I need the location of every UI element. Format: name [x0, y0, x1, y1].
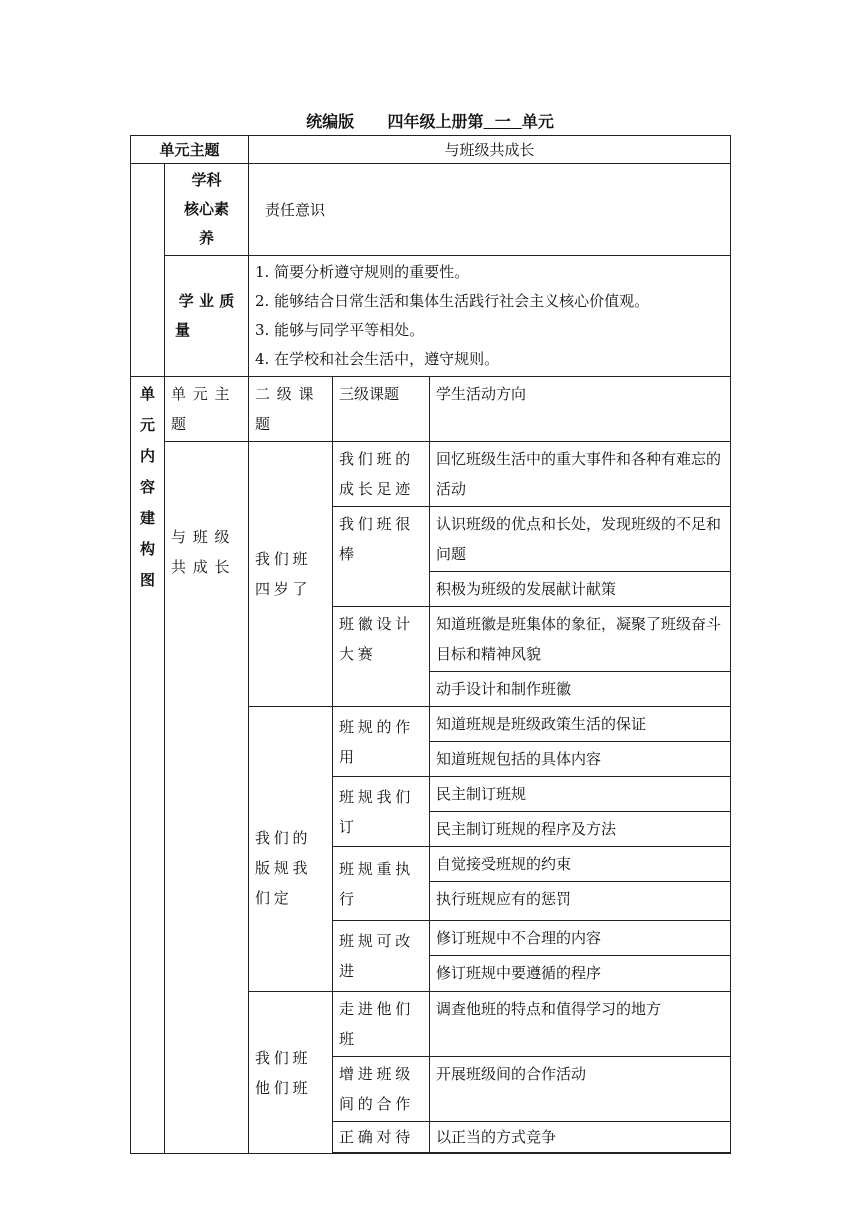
activity: 回忆班级生活中的重大事件和各种有难忘的活动 — [430, 442, 731, 507]
academic-quality-list — [249, 256, 731, 377]
level3-name: 班徽设计大赛 — [333, 607, 430, 707]
unit-number: 一 — [494, 112, 511, 131]
level2-name: 我们的版规我们定 — [249, 707, 333, 992]
activity: 修订班规中要遵循的程序 — [430, 956, 731, 992]
edition-label: 统编版 — [306, 112, 355, 131]
activity: 民主制订班规 — [430, 777, 731, 812]
level3-name: 我们班很棒 — [333, 507, 430, 607]
core-literacy-row — [131, 164, 731, 256]
level3-name: 班规可改进 — [333, 921, 430, 992]
unit-topic-value: 与班级共成长 — [165, 442, 249, 1154]
activity: 知道班规包括的具体内容 — [430, 742, 731, 777]
level3-name: 走进他们班 — [333, 992, 430, 1057]
unit-suffix: 单元 — [521, 112, 554, 131]
level3-name: 班规我们订 — [333, 777, 430, 847]
header-level3: 三级课题 — [333, 377, 430, 442]
activity: 执行班规应有的惩罚 — [430, 882, 731, 921]
activity: 积极为班级的发展献计献策 — [430, 572, 731, 607]
activity: 开展班级间的合作活动 — [430, 1057, 731, 1122]
structure-header-row — [131, 377, 731, 442]
blank-cell — [131, 164, 165, 377]
core-literacy-value: 责任意识 — [249, 164, 731, 256]
level3-name: 增进班级间的合作 — [333, 1057, 430, 1122]
document-title — [0, 111, 860, 133]
quality-item: 1. 简要分析遵守规则的重要性。 — [255, 263, 470, 281]
header-level2: 二级课题 — [249, 377, 333, 442]
core-literacy-label: 学科 核心素 养 — [165, 164, 249, 256]
activity: 知道班徽是班集体的象征，凝聚了班级奋斗目标和精神风貌 — [430, 607, 731, 672]
academic-quality-label: 学 业 质 量 — [165, 256, 249, 377]
unit-theme-row — [131, 136, 731, 164]
header-unit-topic: 单元主题 — [165, 377, 249, 442]
grade-label: 四年级上册第 — [387, 112, 484, 131]
activity: 修订班规中不合理的内容 — [430, 921, 731, 956]
level2-name: 我们班他们班 — [249, 992, 333, 1154]
activity: 动手设计和制作班徽 — [430, 672, 731, 707]
quality-item: 2. 能够结合日常生活和集体生活践行社会主义核心价值观。 — [255, 292, 650, 310]
header-activity: 学生活动方向 — [430, 377, 731, 442]
level3-name: 班规的作用 — [333, 707, 430, 777]
academic-quality-row — [131, 256, 731, 377]
level2-name: 我们班四岁了 — [249, 442, 333, 707]
unit-theme-value: 与班级共成长 — [249, 136, 731, 164]
level3-name: 正确对待 — [333, 1122, 430, 1153]
structure-label: 单 元 内 容 建 构 图 — [131, 377, 165, 1154]
activity: 以正当的方式竞争 — [430, 1122, 731, 1153]
activity: 调查他班的特点和值得学习的地方 — [430, 992, 731, 1057]
activity: 民主制订班规的程序及方法 — [430, 812, 731, 847]
level3-name: 我们班的成长足迹 — [333, 442, 430, 507]
quality-item: 4. 在学校和社会生活中，遵守规则。 — [255, 350, 500, 368]
activity: 知道班规是班级政策生活的保证 — [430, 707, 731, 742]
activity: 自觉接受班规的约束 — [430, 847, 731, 882]
unit-theme-label: 单元主题 — [131, 136, 249, 164]
unit-plan-table — [130, 135, 731, 1154]
quality-item: 3. 能够与同学平等相处。 — [255, 321, 425, 339]
table-row — [131, 442, 731, 507]
level3-name: 班规重执行 — [333, 847, 430, 921]
activity: 认识班级的优点和长处，发现班级的不足和问题 — [430, 507, 731, 572]
